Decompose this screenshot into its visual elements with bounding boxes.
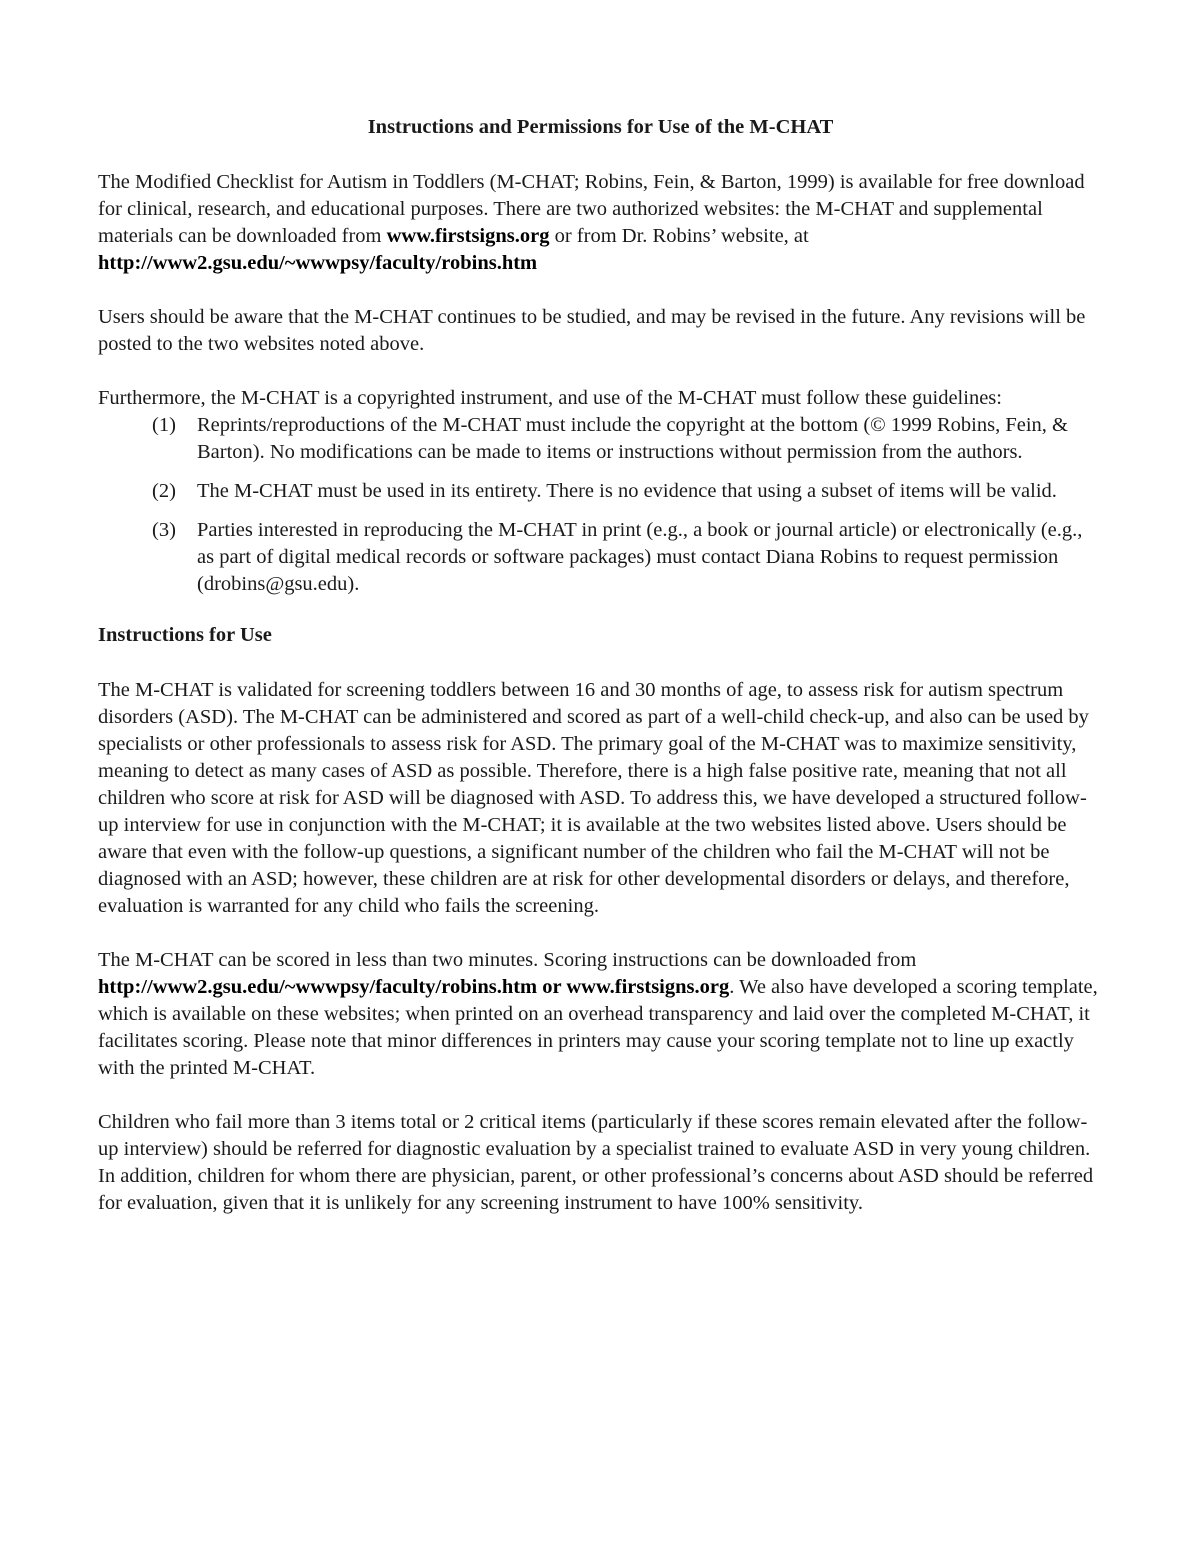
guideline-item [98, 517, 1103, 598]
intro-text-2: or from Dr. Robins’ website, at [549, 225, 809, 247]
copyright-paragraph: Furthermore, the M-CHAT is a copyrighted instrument, and use of the M-CHAT must follow these guidelines: [98, 387, 1002, 409]
guideline-number: (1) [152, 414, 176, 436]
guideline-text: The M-CHAT must be used in its entirety. There is no evidence that using a subset of items will be valid. [197, 480, 1057, 502]
scoring-links[interactable]: http://www2.gsu.edu/~wwwpsy/faculty/robins.htm or www.firstsigns.org [98, 976, 730, 998]
guideline-text: Parties interested in reproducing the M-CHAT in print (e.g., a book or journal article) or electronically (e.g., as part of digital medical records or software packages) must contact Diana Robins to request permission (drobins@gsu.edu). [197, 519, 1083, 595]
guideline-item [98, 478, 1103, 505]
intro-text-1: The Modified Checklist for Autism in Toddlers (M-CHAT; Robins, Fein, & Barton, 1999) is available for free download for clinical, research, and educational purposes. There are two authorized websites: the M-CHAT and supplemental materials can be downloaded from [98, 171, 1085, 247]
guideline-text: Reprints/reproductions of the M-CHAT must include the copyright at the bottom (© 1999 Robins, Fein, & Barton). No modifications can be made to items or instructions without permission from the authors. [197, 414, 1068, 463]
guideline-item [98, 412, 1103, 466]
instructions-heading: Instructions for Use [98, 624, 272, 646]
document-title: Instructions and Permissions for Use of the M-CHAT [367, 116, 834, 138]
robins-website-link[interactable]: http://www2.gsu.edu/~wwwpsy/faculty/robins.htm [98, 252, 538, 274]
scoring-text-2: . We also have developed a scoring template, which is available on these websites; when printed on an overhead transparency and laid over the completed M-CHAT, it facilitates scoring. Please note that minor differences in printers may cause your scoring template not to line up exactly with the printed M-CHAT. [98, 976, 1098, 1079]
scoring-text-1: The M-CHAT can be scored in less than two minutes. Scoring instructions can be downloaded from [98, 949, 917, 971]
scoring-paragraph [98, 947, 1103, 1082]
intro-paragraph [98, 169, 1103, 277]
document-page [98, 114, 1103, 1244]
referral-paragraph: Children who fail more than 3 items total or 2 critical items (particularly if these scores remain elevated after the follow-up interview) should be referred for diagnostic evaluation by a specialist trained to evaluate ASD in very young children. In addition, children for whom there are physician, parent, or other professional’s concerns about ASD should be referred for evaluation, given that it is unlikely for any screening instrument to have 100% sensitivity. [98, 1111, 1094, 1214]
guideline-number: (2) [152, 480, 176, 502]
revisions-paragraph: Users should be aware that the M-CHAT continues to be studied, and may be revised in the future. Any revisions will be posted to the two websites noted above. [98, 306, 1086, 355]
validation-paragraph: The M-CHAT is validated for screening toddlers between 16 and 30 months of age, to assess risk for autism spectrum disorders (ASD). The M-CHAT can be administered and scored as part of a well-child check-up, and also can be used by specialists or other professionals to assess risk for ASD. The primary goal of the M-CHAT was to maximize sensitivity, meaning to detect as many cases of ASD as possible. Therefore, there is a high false positive rate, meaning that not all children who score at risk for ASD will be diagnosed with ASD. To address this, we have developed a structured follow-up interview for use in conjunction with the M-CHAT; it is available at the two websites listed above. Users should be aware that even with the follow-up questions, a significant number of the children who fail the M-CHAT will not be diagnosed with an ASD; however, these children are at risk for other developmental disorders or delays, and therefore, evaluation is warranted for any child who fails the screening. [98, 679, 1089, 917]
guidelines-list [98, 412, 1103, 598]
firstsigns-link[interactable]: www.firstsigns.org [386, 225, 550, 247]
guideline-number: (3) [152, 519, 176, 541]
